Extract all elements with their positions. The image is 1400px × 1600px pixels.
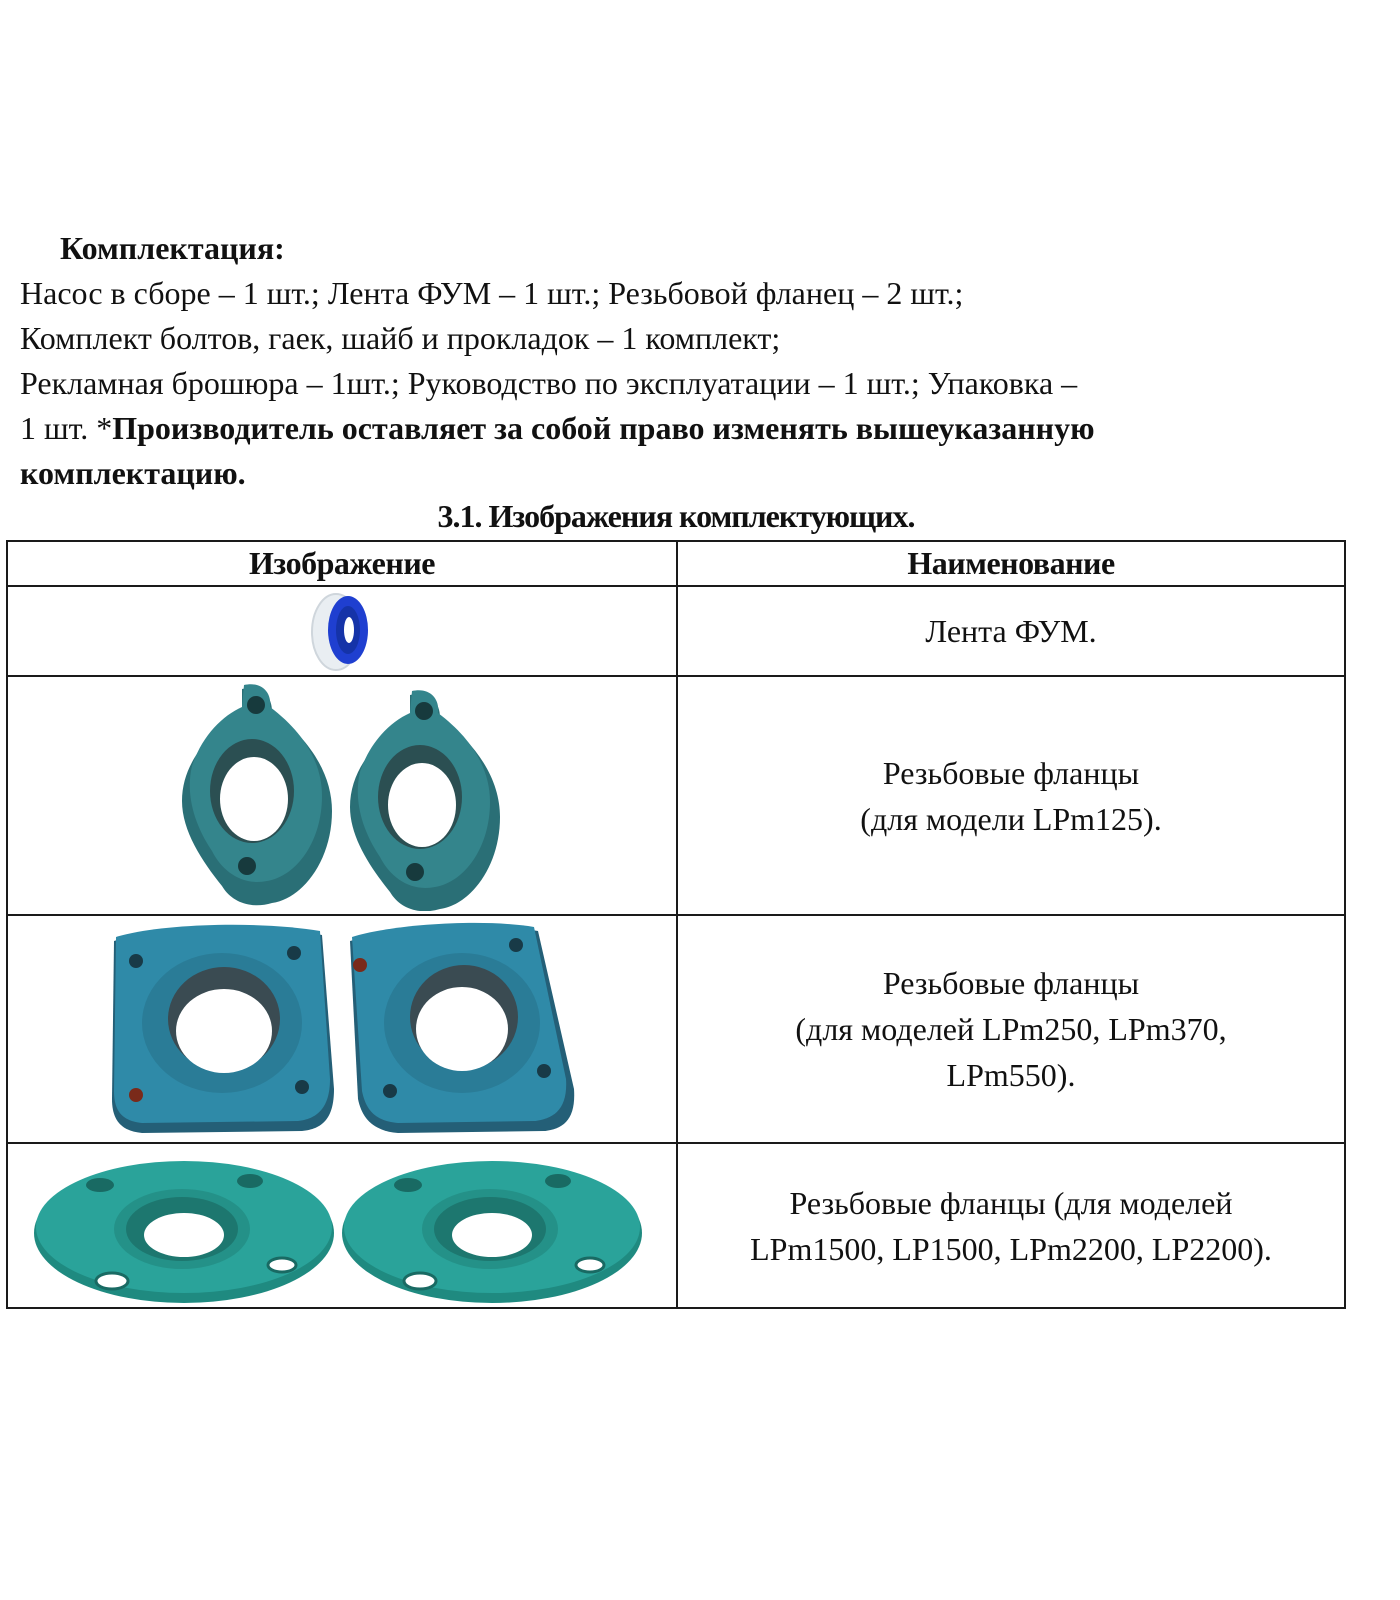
oval-flanges-image <box>172 681 512 911</box>
component-models: (для моделей LPm250, LPm370, <box>795 1011 1227 1047</box>
kit-line: Насос в сборе – 1 шт.; Лента ФУМ – 1 шт.; Резьбовой фланец – 2 шт.; <box>20 275 964 311</box>
table-caption: 3.1. Изображения комплектующих. <box>437 498 915 534</box>
header-name: Наименование <box>677 541 1345 586</box>
component-name: Резьбовые фланцы <box>882 754 1140 791</box>
image-cell <box>7 1143 677 1308</box>
table-row <box>7 586 1345 676</box>
image-cell <box>7 915 677 1143</box>
kit-line <box>20 451 1350 496</box>
square-flanges-image <box>102 919 582 1139</box>
table-row <box>7 915 1345 1143</box>
kit-line <box>20 406 1350 451</box>
component-name: Лента ФУМ. <box>925 613 1097 649</box>
table-row <box>7 1143 1345 1308</box>
table-header-row <box>7 541 1345 586</box>
table-row <box>7 676 1345 915</box>
components-table <box>6 540 1346 1309</box>
component-name: Резьбовые фланцы <box>882 965 1140 1001</box>
component-models: LPm1500, LP1500, LPm2200, LP2200). <box>750 1230 1272 1267</box>
component-models: LPm550). <box>946 1057 1076 1093</box>
name-cell <box>677 915 1345 1143</box>
fum-tape-image <box>302 588 382 674</box>
name-cell <box>677 1143 1345 1308</box>
image-cell <box>7 586 677 676</box>
component-name: Резьбовые фланцы (для моделей <box>789 1184 1233 1221</box>
kit-contents-paragraph <box>20 271 1350 496</box>
section-heading: Комплектация: <box>60 230 285 266</box>
kit-line-prefix: 1 шт. * <box>20 410 113 446</box>
name-cell <box>677 676 1345 915</box>
manufacturer-note-end: комплектацию. <box>20 455 246 491</box>
kit-line: Комплект болтов, гаек, шайб и прокладок – 1 комплект; <box>20 320 781 356</box>
round-flanges-image <box>32 1147 652 1305</box>
manufacturer-note: Производитель оставляет за собой право изменять вышеуказанную <box>112 410 1095 446</box>
image-cell <box>7 676 677 915</box>
kit-line: Рекламная брошюра – 1шт.; Руководство по эксплуатации – 1 шт.; Упаковка – <box>20 365 1078 401</box>
component-models: (для модели LPm125). <box>860 800 1162 837</box>
name-cell <box>677 586 1345 676</box>
header-image: Изображение <box>7 541 677 586</box>
